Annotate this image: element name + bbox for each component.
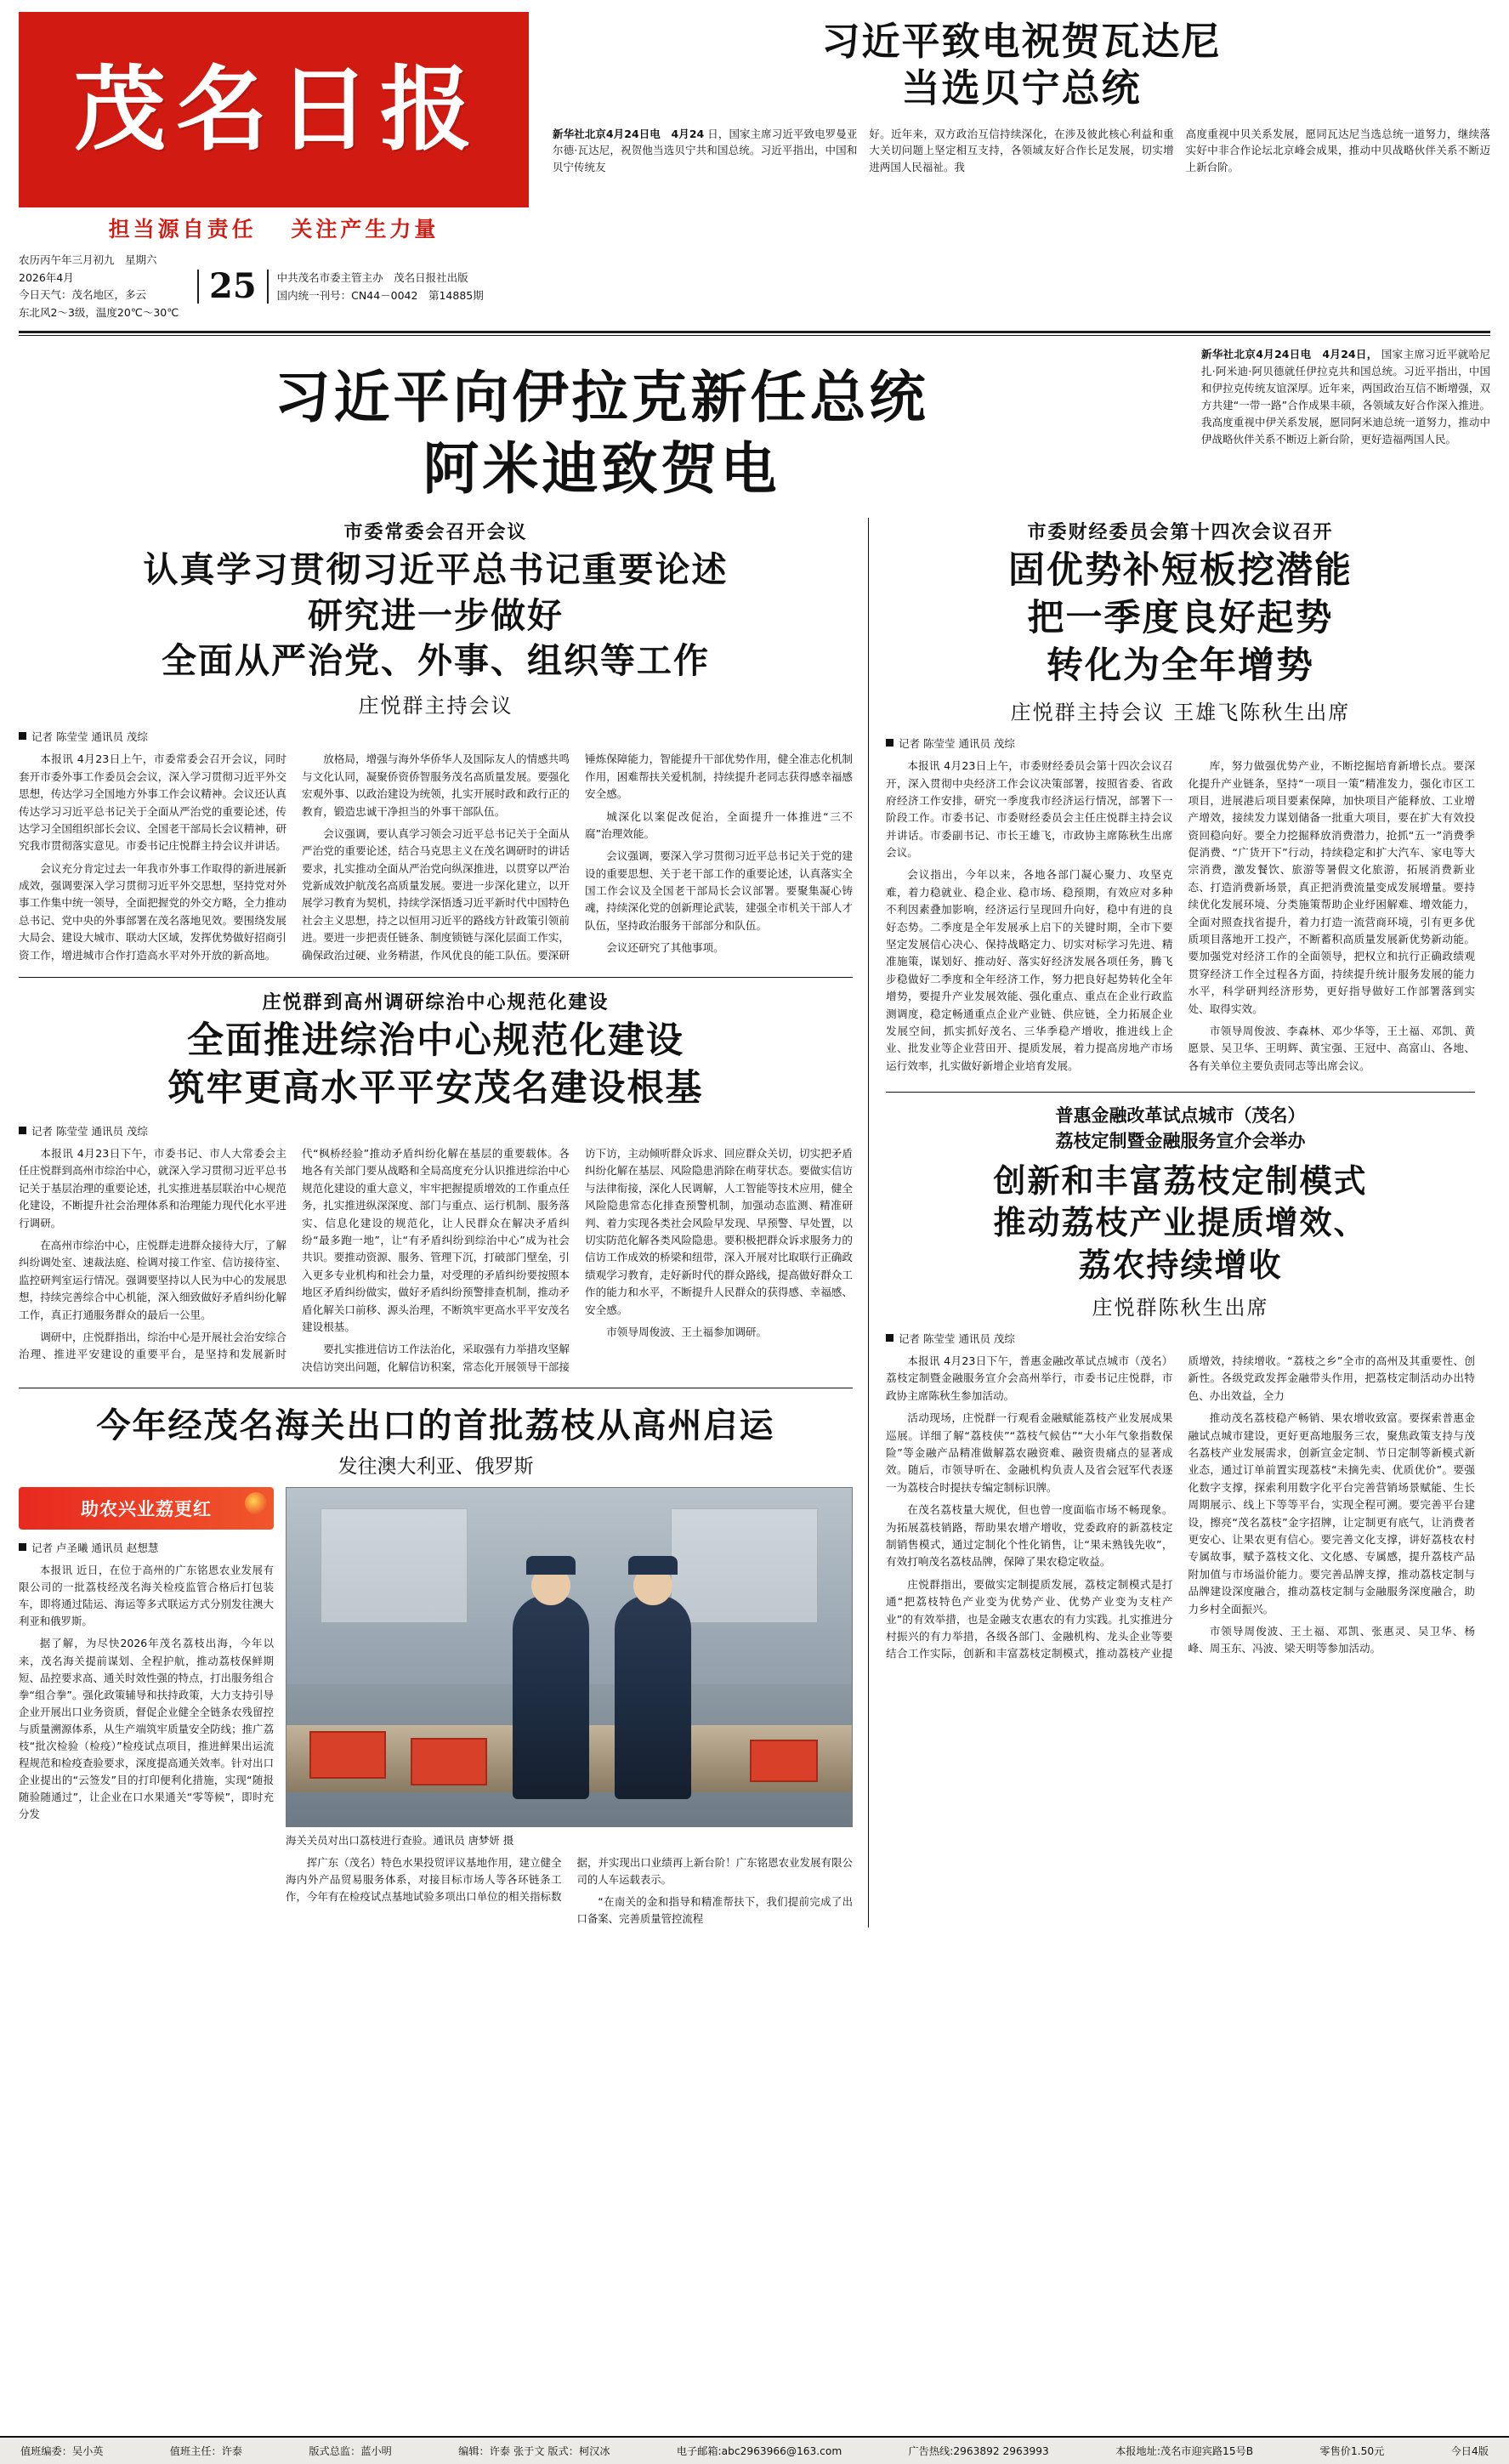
issue-wind: 东北风2～3级，温度20℃～30℃ bbox=[19, 305, 179, 319]
story4-kicker-line2: 荔枝定制暨金融服务宣介会举办 bbox=[1055, 1129, 1306, 1151]
lead-body bbox=[553, 126, 1490, 175]
banner-main bbox=[19, 346, 1184, 510]
photo-story-wrap bbox=[19, 1487, 853, 1927]
left-column bbox=[19, 518, 869, 1927]
story-committee-meeting bbox=[19, 518, 853, 965]
photo-p3: 挥广东（茂名）特色水果投贸评议基地作用，建立健全海内外产品贸易服务体系，对接目标市场人等各环链条工作，今年有在检疫试点基地试验多项出口单位的相关指标数据，并实现出口业绩再上新台阶！广东铭恩农业发展有限公司的人车运载表示。 bbox=[286, 1856, 853, 1904]
slogan-left: 担当源自责任 bbox=[108, 217, 257, 241]
story4-p2: 活动现场，庄悦群一行观看金融赋能荔枝产业发展成果巡展。详细了解“荔枝侠”“荔枝气候估”“大小年气象指数保险”等金融产品精准做解荔农融资难、融资贵痛点的显著成效。随后，市领导听在、金融机构负责人及省会冠军代表逐一为荔枝合时提扶专编定制标识牌。 bbox=[886, 1411, 1173, 1494]
story1-kicker: 市委常委会召开会议 bbox=[343, 521, 528, 544]
story2-p1: 本报讯 4月23日下午，市委书记、市人大常委会主任庄悦群到高州市综治中心，就深入学习贯彻习近平总书记关于基层治理的重要论述，扎实推进基层联治中心规范化建设，不断提升社会治理体系和治理能力现代化水平进行调研。 bbox=[19, 1147, 286, 1229]
story3-p3: 库，努力做强优势产业，不断挖掘培育新增长点。要深化提升产业链条，坚持“一项目一策”精准发力，强化市区工项目，进展港后项目要素保障，加快项目产能释放、工业增产增效，接续发力谋划储备一批重大项目，要在扩大有效投资回稳向好。要全力挖掘释放消费潜力，抢抓“五一”消费季促消费、“广货开下”行动，持续稳定和扩大汽车、家电等大宗消费，激发餐饮、旅游等暑假文化旅游，拓展消费新业态、打造消费新场景，真正把消费流量变成发展增量。要持续优化发展环境、分类施策帮助企业纾困解难、增效能力，全面对照查找省提升，着力打造一流营商环境，引有更多优质项目落地开工投产，不断蓄积高质量发展新优势新动能。要加强党对经济工作的全面领导，把权立和抗行正确政绩观贯穿经济工作全过程各方面，持续提升统计服务发展的能力水平，科学研判经济形势，更好指导做好工作部署落到实处、取得实效。 bbox=[1188, 759, 1475, 1015]
right-column bbox=[869, 518, 1475, 1927]
photo-byline bbox=[19, 1540, 274, 1555]
masthead-lead-story bbox=[529, 12, 1490, 175]
footer-duty-director: 值班主任：许泰 bbox=[169, 2445, 243, 2457]
story1-byline-text: 记者 陈莹莹 通讯员 茂综 bbox=[31, 730, 148, 744]
lead-headline-line1: 习近平致电祝贺瓦达尼 bbox=[821, 19, 1222, 64]
footer-ad-hotline: 广告热线:2963892 2963993 bbox=[908, 2445, 1049, 2457]
story4-title-line1: 创新和丰富荔枝定制模式 bbox=[993, 1161, 1368, 1200]
story4-title-line3: 荔农持续增收 bbox=[1078, 1245, 1283, 1284]
story4-p5: 推动茂名荔枝稳产畅销、果农增收致富。要探索普惠金融试点城市建设，更好更高地服务三农，聚焦政策支持与茂名荔枝产业发展需求，创新宣金定制、节日定制等新模式新业态，通过订单前置实现荔枝“未摘先卖、优质优价”。要强化数字支撑，探索利用数字化平台完善营销场景赋能、生长周期展示、线上下等等平台，实现全程可溯。要完善平台建设，擦亮“茂名荔枝”金字招牌，让定制更有底气，让消费者更安心、让果农更有信心。要完善文化支撑，讲好荔枝农村专属故事，赋予荔枝文化、文化感、专属感，提升荔枝产品附加值与市场溢价能力。要完善品牌支撑，推动荔枝定制与品牌建设深度融合，推动荔枝定制与金融服务深度融合，助力乡村全面振兴。 bbox=[1188, 1411, 1475, 1615]
slogan-right: 关注产生力量 bbox=[291, 217, 440, 241]
story4-body bbox=[886, 1353, 1475, 1663]
story2-title-line1: 全面推进综治中心规范化建设 bbox=[187, 1019, 684, 1063]
story4-subtitle: 庄悦群陈秋生出席 bbox=[1092, 1296, 1269, 1320]
photo-story-title: 今年经茂名海关出口的首批荔枝从高州启运 bbox=[96, 1405, 775, 1446]
story1-p4: 会议强调，要认真学习领会习近平总书记关于全面从严治党的重要论述，结合马克思主义在茂名调研时的讲话要求，扎实推动全面从严治党向纵深推进，以贯穿以严治党新成效护航茂名高质量发展。要进一步深化建立，以开展学习教育为契机，持续学深悟透习近平新时代中国特色社会主义思想，持之以恒用习近平的路线方针政策引领前进。要进一步把责任链条、制度锁链与深化层面工作实，确保政治过硬、业务精湛，作风优良的能工队伍。要深研锤炼保障能力，智能提升干部优势作用，健全准志化机制作用，困难帮扶关爱机制，持续提升老同志获得感幸福感安全感。 bbox=[302, 752, 853, 962]
lead-dateline: 新华社北京4月24日电 4月24 bbox=[553, 127, 705, 140]
story-lychee-finance bbox=[886, 1103, 1475, 1663]
story2-kicker: 庄悦群到高州调研综治中心规范化建设 bbox=[262, 991, 610, 1014]
banner-dateline: 新华社北京4月24日电 4月24日， bbox=[1201, 347, 1378, 361]
newspaper-logo bbox=[19, 12, 529, 207]
footer-editor-board: 值班编委：吴小英 bbox=[20, 2445, 104, 2457]
story4-p3: 在茂名荔枝量大规优，但也曾一度面临市场不畅现象。为拓展荔枝销路，帮助果农增产增收，党委政府的新荔枝定制销售模式，通过定制化个性化销售，让“果未熟钱先收”，有效打响茂名荔枝品牌，保障了果农稳定收益。 bbox=[886, 1503, 1173, 1569]
masthead-divider-thin bbox=[19, 335, 1490, 336]
lychee-badge-text: 助农兴业荔更红 bbox=[81, 1498, 212, 1520]
story4-title-line2: 推动荔枝产业提质增效、 bbox=[993, 1203, 1368, 1242]
story2-p4: 要扎实推进信访工作法治化，采取强有力举措攻坚解决信访突出问题，化解信访积案，常态化开展领导干部接访下访，主动倾听群众诉求、回应群众关切，切实把矛盾纠纷化解在基层、风险隐患消除在萌芽状态。要做实信访与法律衔接，深化人民调解，人工智能等技术应用，健全风险隐患常态化排查预警机制，加强动态监测、精准研判、着力实现各类社会风险早发现、早预警、早处置，以切实防范化解各类风险隐患。要积极把群众诉求服务力的信访工作成效的桥梁和纽带，深入开展对比取联行正确政绩观学习教育，走好新时代的群众路线，提高做好群众工作的能力和水平，不断提升人民群众的获得感、幸福感、安全感。 bbox=[302, 1147, 853, 1373]
masthead-divider bbox=[19, 331, 1490, 333]
story1-byline bbox=[19, 729, 853, 744]
banner-side-text bbox=[1184, 346, 1490, 510]
story3-byline bbox=[886, 735, 1475, 751]
story1-p1: 本报讯 4月23日上午，市委常委会召开会议，同时套开市委外事工作委员会会议，深入学习贯彻习近平外交思想，传达学习全国地方外事工作会议精神。会议还认真传达学习习近平总书记关于全面从严治党的重要论述，传达学习全国组织部长会议、全国老干部局长会议精神，研究我市贯彻落实意见。市委书记庄悦群主持会议并讲话。 bbox=[19, 752, 286, 853]
story1-p5: 城深化以案促改促治，全面提升一体推进“三不腐”治理效能。 bbox=[585, 809, 853, 840]
story4-byline-text: 记者 陈莹莹 通讯员 茂综 bbox=[899, 1332, 1015, 1346]
footer-address: 本报地址:茂名市迎宾路15号B bbox=[1115, 2445, 1254, 2457]
photo-customs-officer-2 bbox=[615, 1595, 691, 1799]
story2-p2: 在高州市综治中心，庄悦群走进群众接待大厅，了解纠纷调处室、速裁法庭、检调对接工作室、信访接待室、监控研判室运行情况。强调要坚持以人民为中心的发展思想，持续完善综合中心机能，深入细致做好矛盾纠纷化解工作，真正打通服务群众的最后一公里。 bbox=[19, 1238, 286, 1321]
byline-marker bbox=[886, 739, 893, 747]
story1-title-line2: 研究进一步做好 bbox=[308, 594, 564, 636]
story3-p1: 本报讯 4月23日上午，市委财经委员会第十四次会议召开，深入贯彻中央经济工作会议决策部署，按照省委、省政府经济工作安排，研究一季度我市经济运行情况，部署下一阶段工作。市委书记、市委财经委员会主任庄悦群主持会议并讲话。市委副书记、市长王雄飞，市政协主席陈秋生出席会议。 bbox=[886, 759, 1173, 860]
footer-email[interactable]: 电子邮箱:abc2963966@163.com bbox=[676, 2445, 842, 2457]
story4-byline bbox=[886, 1331, 1475, 1346]
page-footer bbox=[0, 2436, 1509, 2464]
photo-p2: 据了解，为尽快2026年茂名荔枝出海，今年以来，茂名海关提前谋划、全程护航，推动荔枝保鲜期短、品控要求高、通关时效性强的特点，打出服务组合拳“组合拳”。强化政策辅导和扶持政策，大力支持引导企业开展出口业务资质，督促企业健全全链条农残留控与质量溯源体系，从生产端筑牢质量安全防线；推广荔枝“批次检验（检疫）”检疫试点项目，推进鲜果出运流程规范和检疫查验要求，深度提高通关效率。针对出口企业提出的“云签发”目的打印便利化措施，实现“随报随验随通过”，让企业在口水果通关“零等候”，即时充分发 bbox=[19, 1637, 274, 1821]
photo-col1 bbox=[19, 1562, 274, 1823]
photo-story-right bbox=[286, 1487, 853, 1927]
byline-marker bbox=[19, 1543, 26, 1551]
story3-p4: 市领导周俊波、李森林、邓少华等，王土福、邓凯、黄愿景、吴卫华、王明辉、黄宝强、王冠中、高富山、各地、各有关单位主要负责同志等出席会议。 bbox=[1188, 1024, 1475, 1072]
left-divider-1 bbox=[19, 977, 853, 978]
story3-p2: 会议指出，今年以来，各地各部门凝心聚力、攻坚克难，着力稳就业、稳企业、稳市场、稳预期，有效应对多种不利因素叠加影响，经济运行呈现回升向好，稳中有进的良好态势。二季度是全年发展承上启下的关键时期，全市下要坚定发展信心决心、保持战略定力、切实对标学习先进、精准施策，谋划好、推动好、落实好经济发展各项任务，腾飞步稳做好二季度和全年经济工作，努力把良好起势转化全年增势，要提升产业发展效能、强化重点、重点在企业行政监测调度，稳定畅通重点企业产业链、供应链，全力拓展企业发展空间，抓实抓好茂名、三华季稳产增收，推进线上企业、批发业等企业营田开、提质发展，着力提高房地产市场运行效率，扎实做好新增企业培育发展。 bbox=[886, 868, 1173, 1072]
story2-title-line2: 筑牢更高水平平安茂名建设根基 bbox=[167, 1067, 704, 1110]
banner-headline-line1: 习近平向伊拉克新任总统 bbox=[274, 363, 929, 430]
issue-date: 农历丙午年三月初九 星期六 2026年4月 bbox=[19, 253, 168, 284]
customs-inspection-photo bbox=[286, 1487, 853, 1827]
story2-body bbox=[19, 1145, 853, 1376]
story3-body bbox=[886, 758, 1475, 1080]
banner-story bbox=[19, 346, 1490, 510]
story-lychee-export bbox=[19, 1399, 853, 1927]
lead-body-col1 bbox=[553, 126, 857, 175]
footer-credits bbox=[0, 2438, 1509, 2464]
story1-title-line3: 全面从严治党、外事、组织等工作 bbox=[162, 640, 710, 682]
photo-p1: 本报讯 近日，在位于高州的广东铭恩农业发展有限公司的一批荔枝经茂名海关检疫监管合格后打包装车，即将通过陆运、海运等多式联运方式分别发往澳大利亚和俄罗斯。 bbox=[19, 1564, 274, 1628]
photo-byline-text: 记者 卢圣曦 通讯员 赵想慧 bbox=[31, 1541, 159, 1555]
story3-title-line2: 把一季度良好起势 bbox=[1027, 597, 1334, 640]
issue-right bbox=[277, 269, 484, 305]
footer-editors: 编辑：许泰 张于文 版式：柯汉冰 bbox=[458, 2445, 610, 2457]
serial-line: 国内统一刊号：CN44－0042 第14885期 bbox=[276, 289, 484, 303]
photo-crate-2 bbox=[411, 1738, 487, 1786]
banner-headline bbox=[19, 346, 1184, 510]
photo-p4: “在南关的金和指导和精准帮扶下，我们提前完成了出口备案、完善质量管控流程 bbox=[576, 1895, 853, 1926]
byline-marker bbox=[19, 1127, 26, 1134]
photo-caption: 海关关员对出口荔枝进行查验。通讯员 唐梦妍 摄 bbox=[286, 1834, 514, 1848]
photo-crate-1 bbox=[309, 1731, 386, 1779]
lead-col1-text: 日，国家主席习近平致电罗曼亚尔德·瓦达尼，祝贺他当选贝宁共和国总统。习近平指出，中国和贝宁传统友 bbox=[553, 127, 858, 173]
story2-p5: 市领导周俊波、王土福参加调研。 bbox=[606, 1325, 768, 1338]
publisher-line: 中共茂名市委主管主办 茂名日报社出版 bbox=[276, 271, 468, 284]
slogan-row bbox=[19, 213, 529, 322]
story3-kicker: 市委财经委员会第十四次会议召开 bbox=[1027, 521, 1334, 544]
issue-info bbox=[19, 252, 529, 322]
issue-weather: 今日天气：茂名地区，多云 bbox=[19, 288, 147, 302]
story4-kicker-line1: 普惠金融改革试点城市（茂名） bbox=[1055, 1104, 1306, 1127]
slogan bbox=[19, 213, 529, 243]
photo-story-left bbox=[19, 1487, 274, 1927]
story3-byline-text: 记者 陈莹莹 通讯员 茂综 bbox=[899, 737, 1015, 751]
story3-title-line1: 固优势补短板挖潜能 bbox=[1008, 549, 1353, 593]
footer-price: 零售价1.50元 bbox=[1319, 2445, 1385, 2457]
photo-shelf-left bbox=[321, 1508, 468, 1623]
story1-title-line1: 认真学习贯彻习近平总书记重要论述 bbox=[143, 549, 729, 591]
story1-p3: 放格局，增强与海外华侨华人及国际友人的情感共鸣与文化认同，凝聚侨资侨智服务茂名高质量发展。要强化宏观外事、以政治建设为统领，扎实开展时政和政行正的教育，锻造忠诚干净担当的外事干部队伍。 bbox=[302, 752, 570, 818]
story1-subtitle: 庄悦群主持会议 bbox=[358, 694, 513, 718]
newspaper-title: 茂名日报 bbox=[73, 56, 482, 163]
footer-layout-director: 版式总监：蓝小明 bbox=[309, 2445, 392, 2457]
story4-p1: 本报讯 4月23日下午，普惠金融改革试点城市（茂名）荔枝定制暨金融服务宣介会高州举行，市委书记庄悦群，市政协主席陈秋生参加活动。 bbox=[886, 1354, 1173, 1402]
lychee-icon bbox=[245, 1492, 267, 1514]
story3-title-line3: 转化为全年增势 bbox=[1047, 644, 1314, 688]
photo-col-rest bbox=[286, 1854, 853, 1927]
story-gaozhou-inspection bbox=[19, 988, 853, 1376]
story3-subtitle: 庄悦群主持会议 王雄飞陈秋生出席 bbox=[1010, 701, 1351, 725]
story2-byline-text: 记者 陈莹莹 通讯员 茂综 bbox=[31, 1125, 148, 1138]
lead-headline bbox=[553, 19, 1490, 112]
lead-body-col3: 高度重视中贝关系发展，愿同瓦达尼当选总统一道努力，继续落实好中非合作论坛北京峰会成果，推动中贝战略伙伴关系不断迈上新台阶。 bbox=[1185, 127, 1490, 173]
main-columns bbox=[19, 518, 1490, 1927]
lead-body-col2: 好。近年来，双方政治互信持续深化，在涉及彼此核心利益和重大关切问题上坚定相互支持，各领域友好合作长足发展，切实增进两国人民福祉。我 bbox=[869, 127, 1174, 173]
story-finance-committee bbox=[886, 518, 1475, 1080]
right-divider-1 bbox=[886, 1092, 1475, 1093]
photo-customs-officer-1 bbox=[513, 1595, 589, 1799]
banner-side-body: 国家主席习近平就哈尼扎·阿米迪·阿贝德就任伊拉克共和国总统。习近平指出，中国和伊拉克传统友谊深厚。近年来，两国政治互信不断增强，双方共建“一带一路”合作成果丰硕，各领域友好合作深入推进。我高度重视中伊关系发展，愿同阿米迪总统一道努力，推动中伊战略伙伴关系不断迈上新台阶，更好造福两国人民。 bbox=[1201, 347, 1490, 446]
story1-p6: 会议强调，要深入学习贯彻习近平总书记关于党的建设的重要思想、关于老干部工作的重要论述，认真落实全国工作会议及全国老干部局长会议部署。要聚集凝心铸魂，持续深化党的创新理论武装，建强全市机关干部人才队伍，坚持政治服务干部部分和队伍。 bbox=[585, 849, 853, 932]
lead-headline-line2: 当选贝宁总统 bbox=[901, 65, 1142, 111]
masthead bbox=[19, 12, 1490, 207]
photo-shelf-right bbox=[671, 1508, 818, 1623]
story2-p3: 调研中，庄悦群指出，综治中心是开展社会治安综合治理、推进平安建设的重要平台，是坚持和发展新时代“枫桥经验”推动矛盾纠纷化解在基层的重要载体。各地各有关部门要从战略和全局高度充分认识推进综治中心规范化建设的重大意义，牢牢把握提质增效的工作重点任务，扎实推进纵深深度、部门与重点、运行机制、服务落实、信息化建设的规范化，让人民群众在解决矛盾纠纷“最多跑一地”，让“有矛盾纠纷到综治中心”成为社会共识。要推动资源、服务、管理下沉，打破部门壁垒，引入更多专业机构和社会力量，对受理的矛盾纠纷要按照本地区矛盾纠纷做实，做好矛盾纠纷预警排查机制，推动矛盾化解关口前移、源头治理，不断筑牢更高水平平安茂名建设根基。 bbox=[19, 1147, 570, 1361]
story1-p7: 会议还研究了其他事项。 bbox=[606, 941, 724, 955]
story1-p2: 会议充分肯定过去一年我市外事工作取得的新进展新成效，强调要深入学习贯彻习近平外交思想，坚持党对外事工作集中统一领导，全面把握党的外交方略，全力推动总书记、党中央的外事部署在茂名落地见效。要围绕发展大局会、建设大城市、联动大区域，发挥优势做好招商引资工作，增进城市合作打造高水平对外开放的新高地。 bbox=[19, 861, 286, 962]
issue-left bbox=[19, 252, 189, 322]
story1-body bbox=[19, 751, 853, 965]
byline-marker bbox=[19, 732, 26, 740]
byline-marker bbox=[886, 1334, 893, 1342]
issue-day-number: 25 bbox=[197, 270, 269, 304]
story4-p6: 市领导周俊波、王土福、邓凯、张惠灵、吴卫华、杨峰、周玉东、冯波、梁天明等参加活动。 bbox=[1188, 1624, 1475, 1655]
story4-p4: 庄悦群指出，要做实定制提质发展，荔枝定制模式是打通“把荔枝特色产业变为优势产业、优势产业变为支柱产业”的有效举措，也是金融支农惠农的有力实践。扎实推进分村振兴的有力举措，各级各部门、金融机构、龙头企业等要结合工作实际，创新和丰富荔枝定制模式，推动荔枝产业提质增效，持续增收。“荔枝之乡”全市的高州及其重要性、创新性。各级党政发挥金融带头作用，把荔枝定制活动办出特色、办出效益，全力 bbox=[886, 1354, 1475, 1661]
photo-crate-3 bbox=[750, 1740, 818, 1782]
lychee-badge bbox=[19, 1487, 274, 1530]
footer-pages: 今日4版 bbox=[1450, 2445, 1489, 2457]
banner-headline-line2: 阿米迪致贺电 bbox=[423, 434, 780, 502]
story2-byline bbox=[19, 1123, 853, 1138]
photo-story-subtitle: 发往澳大利亚、俄罗斯 bbox=[338, 1456, 534, 1479]
